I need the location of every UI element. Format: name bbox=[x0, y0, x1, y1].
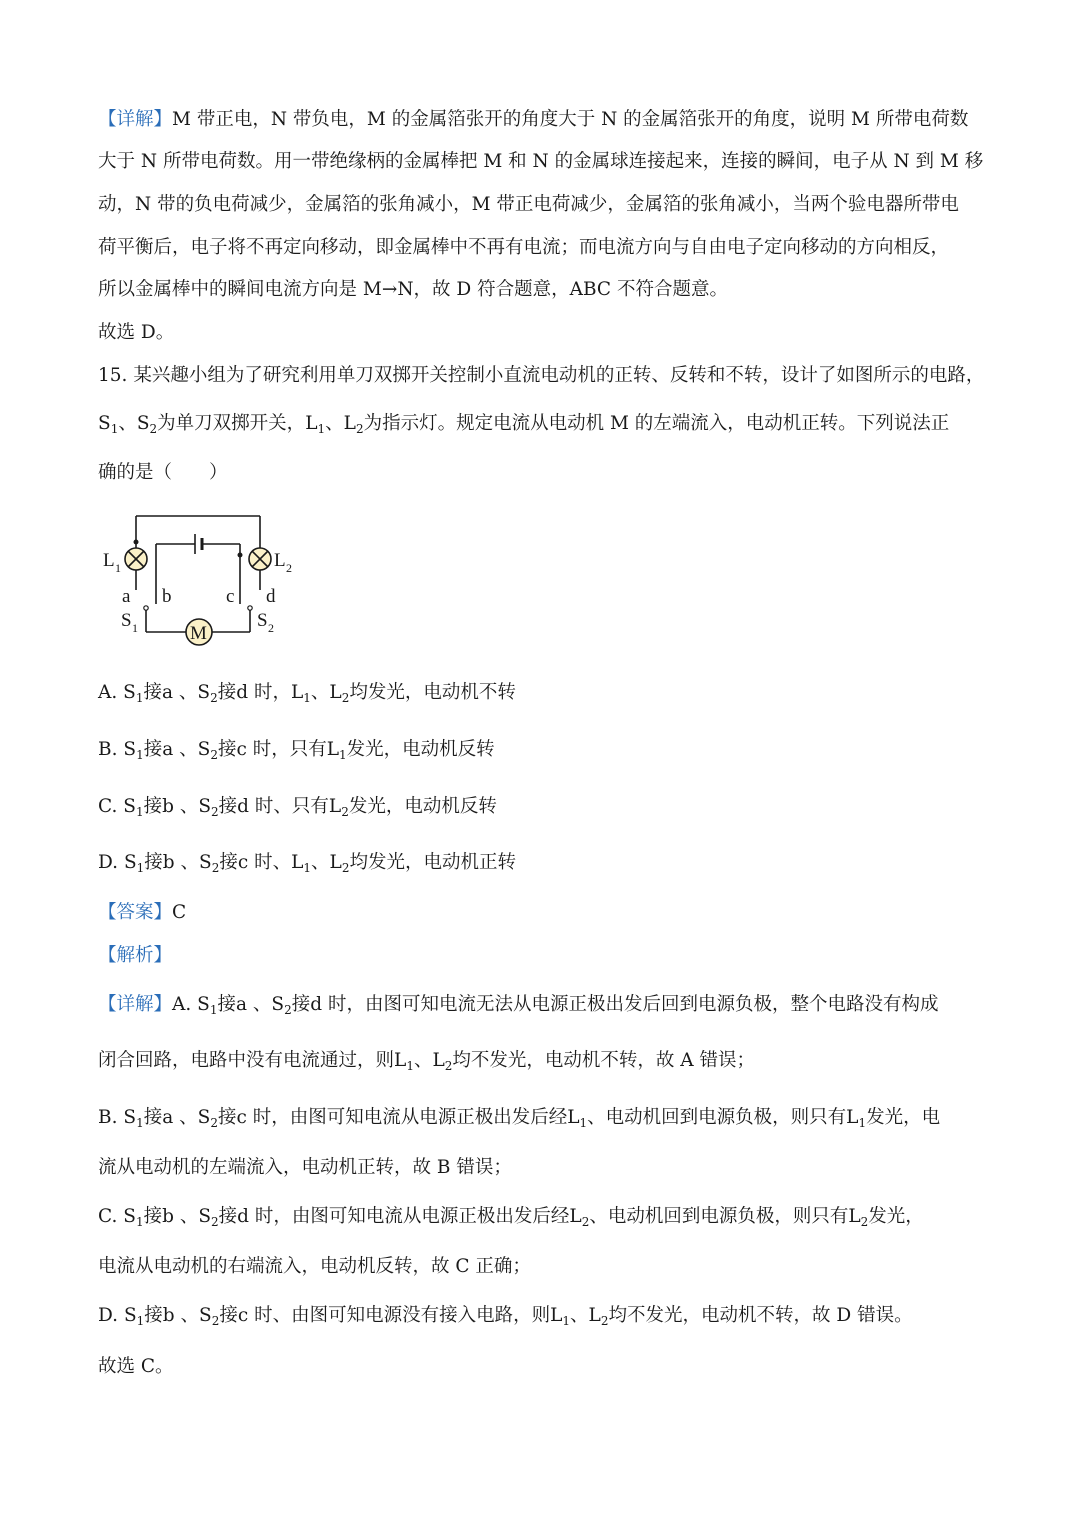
sub: 2 bbox=[211, 805, 219, 819]
prefix: A. bbox=[172, 994, 192, 1015]
prev-detail-line-1 bbox=[98, 108, 968, 132]
prefix: D. bbox=[98, 852, 119, 873]
sym: S bbox=[197, 682, 211, 703]
text: 接c 时，只有 bbox=[217, 739, 327, 760]
text: 发光，电动机反转 bbox=[348, 796, 497, 817]
sub: 1 bbox=[303, 691, 311, 705]
sub: 2 bbox=[211, 861, 220, 875]
text: 均发光，电动机正转 bbox=[349, 852, 516, 873]
sub: 2 bbox=[355, 422, 364, 436]
text: 接d 时、只有 bbox=[218, 796, 329, 817]
sym: L bbox=[567, 1107, 580, 1128]
sub: 1 bbox=[136, 861, 145, 875]
junction bbox=[238, 553, 243, 558]
text: 接d 时，由图可知电流从电源正极出发后经 bbox=[218, 1206, 570, 1227]
option-a bbox=[98, 681, 516, 710]
text: 接a 、 bbox=[143, 1107, 198, 1128]
sub: 1 bbox=[135, 1215, 144, 1229]
sym: S bbox=[197, 739, 211, 760]
s1-sub: 1 bbox=[132, 621, 138, 635]
sub: 1 bbox=[303, 861, 312, 875]
sym: S bbox=[199, 1305, 212, 1326]
sub: 2 bbox=[210, 1116, 218, 1130]
sym: S bbox=[136, 413, 150, 434]
text: M 带正电，N 带负电，M 的金属箔张开的角度大于 N 的金属箔张开的角度，说明 M 所带电荷数 bbox=[172, 109, 969, 130]
sym: L bbox=[305, 413, 318, 434]
sym: S bbox=[198, 796, 212, 817]
text: 接d 时， bbox=[217, 682, 291, 703]
sub: 1 bbox=[136, 1116, 144, 1130]
text: 接b 、 bbox=[144, 1305, 200, 1326]
sub: 1 bbox=[209, 1003, 218, 1017]
l1-sub: 1 bbox=[115, 561, 121, 575]
sep: 、 bbox=[413, 1050, 433, 1071]
sep: 、 bbox=[570, 1305, 589, 1326]
detail-tag: 【详解】 bbox=[98, 994, 173, 1015]
text: 均发光，电动机不转 bbox=[349, 682, 516, 703]
circuit-diagram bbox=[98, 508, 308, 650]
contact-b-label: b bbox=[162, 586, 172, 607]
sep: 、 bbox=[310, 682, 330, 703]
prev-detail-line-3: 动，N 带的负电荷减少，金属箔的张角减小，M 带正电荷减少，金属箔的张角减小，当两个验电器所带电 bbox=[98, 194, 959, 215]
sym: L bbox=[550, 1305, 563, 1326]
sep: 、 bbox=[311, 852, 330, 873]
motor-label: M bbox=[190, 623, 207, 644]
contact-c-label: c bbox=[226, 586, 235, 607]
sub: 1 bbox=[858, 1116, 867, 1130]
detail-a-line-1 bbox=[98, 993, 938, 1022]
option-b bbox=[98, 738, 495, 767]
text: 接c 时，由图可知电流从电源正极出发后经 bbox=[217, 1107, 568, 1128]
text: 接b 、 bbox=[144, 852, 200, 873]
s2-label: S bbox=[257, 610, 268, 631]
sym: S bbox=[123, 1206, 136, 1227]
prev-detail-line-5: 所以金属棒中的瞬间电流方向是 M→N，故 D 符合题意，ABC 不符合题意。 bbox=[98, 279, 728, 300]
sub: 2 bbox=[581, 1215, 590, 1229]
text: 、电动机回到电源负极，则只有 bbox=[587, 1107, 847, 1128]
sym: S bbox=[123, 682, 136, 703]
text: 接c 时、由图可知电源没有接入电路，则 bbox=[219, 1305, 551, 1326]
sym: L bbox=[848, 1206, 861, 1227]
sub: 2 bbox=[149, 422, 158, 436]
detail-conclusion: 故选 C。 bbox=[98, 1356, 174, 1377]
question-line-3: 确的是（ ） bbox=[98, 462, 228, 483]
detail-b-line-1 bbox=[98, 1106, 940, 1135]
text: 发光，电动机反转 bbox=[346, 739, 495, 760]
detail-tag: 【详解】 bbox=[98, 109, 173, 130]
sym: S bbox=[197, 1107, 211, 1128]
sub: 1 bbox=[406, 1059, 414, 1073]
detail-c-line-1 bbox=[98, 1205, 924, 1234]
sep: 、 bbox=[325, 413, 344, 434]
text: 为指示灯。规定电流从电动机 M 的左端流入，电动机正转。下列说法正 bbox=[363, 413, 950, 434]
option-d bbox=[98, 851, 516, 880]
text: 接a 、 bbox=[143, 739, 198, 760]
sym: L bbox=[569, 1206, 582, 1227]
prefix: C. bbox=[98, 796, 118, 817]
option-c bbox=[98, 795, 497, 824]
analysis-tag: 【解析】 bbox=[98, 945, 173, 966]
sub: 2 bbox=[444, 1059, 453, 1073]
sym: L bbox=[291, 852, 304, 873]
text: 为单刀双掷开关， bbox=[157, 413, 306, 434]
prefix: D. bbox=[98, 1305, 119, 1326]
text: 某兴趣小组为了研究利用单刀双掷开关控制小直流电动机的正转、反转和不转，设计了如图所示的电路， bbox=[133, 365, 985, 386]
sym: L bbox=[329, 852, 342, 873]
text: 发光，电 bbox=[866, 1107, 941, 1128]
sym: L bbox=[326, 739, 339, 760]
answer-line bbox=[98, 901, 186, 925]
l2-label: L bbox=[274, 550, 286, 571]
junction bbox=[134, 540, 139, 545]
sub: 2 bbox=[210, 691, 218, 705]
sub: 2 bbox=[600, 1314, 609, 1328]
text: 接b 、 bbox=[143, 1206, 199, 1227]
question-line-2 bbox=[98, 412, 949, 441]
sym: S bbox=[123, 1107, 137, 1128]
sym: S bbox=[199, 852, 212, 873]
prev-detail-line-4: 荷平衡后，电子将不再定向移动，即金属棒中不再有电流；而电流方向与自由电子定向移动的方向相反， bbox=[98, 237, 950, 258]
sym: S bbox=[123, 739, 137, 760]
sub: 1 bbox=[317, 422, 326, 436]
sym: L bbox=[343, 413, 356, 434]
sub: 1 bbox=[136, 1314, 145, 1328]
prefix: C. bbox=[98, 1206, 118, 1227]
answer-value: C bbox=[172, 902, 187, 923]
text: 发光， bbox=[868, 1206, 924, 1227]
sym: S bbox=[198, 1206, 212, 1227]
prefix: B. bbox=[98, 739, 118, 760]
detail-b-line-2: 流从电动机的左端流入，电动机正转，故 B 错误； bbox=[98, 1157, 512, 1178]
sym: L bbox=[432, 1050, 445, 1071]
detail-a-line-2 bbox=[98, 1049, 755, 1078]
prev-detail-conclusion: 故选 D。 bbox=[98, 322, 175, 343]
s2-pivot bbox=[248, 606, 252, 610]
sep: 、 bbox=[118, 413, 137, 434]
sym: S bbox=[123, 852, 137, 873]
text: 均不发光，电动机不转，故 A 错误； bbox=[452, 1050, 756, 1071]
contact-d-label: d bbox=[266, 586, 276, 607]
text: 接c 时、 bbox=[219, 852, 292, 873]
sub: 2 bbox=[860, 1215, 869, 1229]
question-number: 15. bbox=[98, 365, 128, 386]
sub: 2 bbox=[210, 748, 218, 762]
sym: L bbox=[588, 1305, 601, 1326]
sub: 1 bbox=[110, 422, 119, 436]
sym: L bbox=[394, 1050, 407, 1071]
sym: S bbox=[123, 796, 136, 817]
s2-sub: 2 bbox=[268, 621, 274, 635]
sym: S bbox=[123, 1305, 137, 1326]
text: 接b 、 bbox=[143, 796, 199, 817]
s1-pivot bbox=[144, 606, 148, 610]
sub: 2 bbox=[341, 805, 349, 819]
sub: 1 bbox=[136, 748, 144, 762]
l2-sub: 2 bbox=[286, 561, 292, 575]
detail-d-line-1 bbox=[98, 1304, 913, 1333]
sub: 2 bbox=[211, 1215, 219, 1229]
sub: 2 bbox=[341, 691, 350, 705]
sub: 2 bbox=[341, 861, 350, 875]
sub: 2 bbox=[284, 1003, 292, 1017]
l1-label: L bbox=[103, 550, 115, 571]
sub: 1 bbox=[339, 748, 347, 762]
sym: S bbox=[197, 994, 210, 1015]
prev-detail-line-2: 大于 N 所带电荷数。用一带绝缘柄的金属棒把 M 和 N 的金属球连接起来，连接的瞬间，电子从 N 到 M 移 bbox=[98, 151, 984, 172]
sym: L bbox=[846, 1107, 859, 1128]
sub: 1 bbox=[135, 691, 144, 705]
detail-c-line-2: 电流从电动机的右端流入，电动机反转，故 C 正确； bbox=[98, 1256, 531, 1277]
text: 闭合回路，电路中没有电流通过，则 bbox=[98, 1050, 395, 1071]
text: 接a 、 bbox=[217, 994, 272, 1015]
sym: L bbox=[290, 682, 304, 703]
sub: 1 bbox=[562, 1314, 571, 1328]
sym: S bbox=[98, 413, 111, 434]
sub: 1 bbox=[579, 1116, 588, 1130]
sym: L bbox=[329, 682, 342, 703]
s1-label: S bbox=[121, 610, 132, 631]
sub: 1 bbox=[135, 805, 144, 819]
question-line-1 bbox=[98, 364, 984, 388]
text: 接a 、 bbox=[143, 682, 198, 703]
contact-a-label: a bbox=[122, 586, 131, 607]
prefix: B. bbox=[98, 1107, 118, 1128]
answer-tag: 【答案】 bbox=[98, 902, 173, 923]
text: 、电动机回到电源负极，则只有 bbox=[589, 1206, 849, 1227]
text: 接d 时，由图可知电流无法从电源正极出发后回到电源负极，整个电路没有构成 bbox=[291, 994, 939, 1015]
sym: S bbox=[271, 994, 285, 1015]
text: 均不发光，电动机不转，故 D 错误。 bbox=[608, 1305, 913, 1326]
sym: L bbox=[328, 796, 342, 817]
sub: 2 bbox=[211, 1314, 220, 1328]
prefix: A. bbox=[98, 682, 118, 703]
